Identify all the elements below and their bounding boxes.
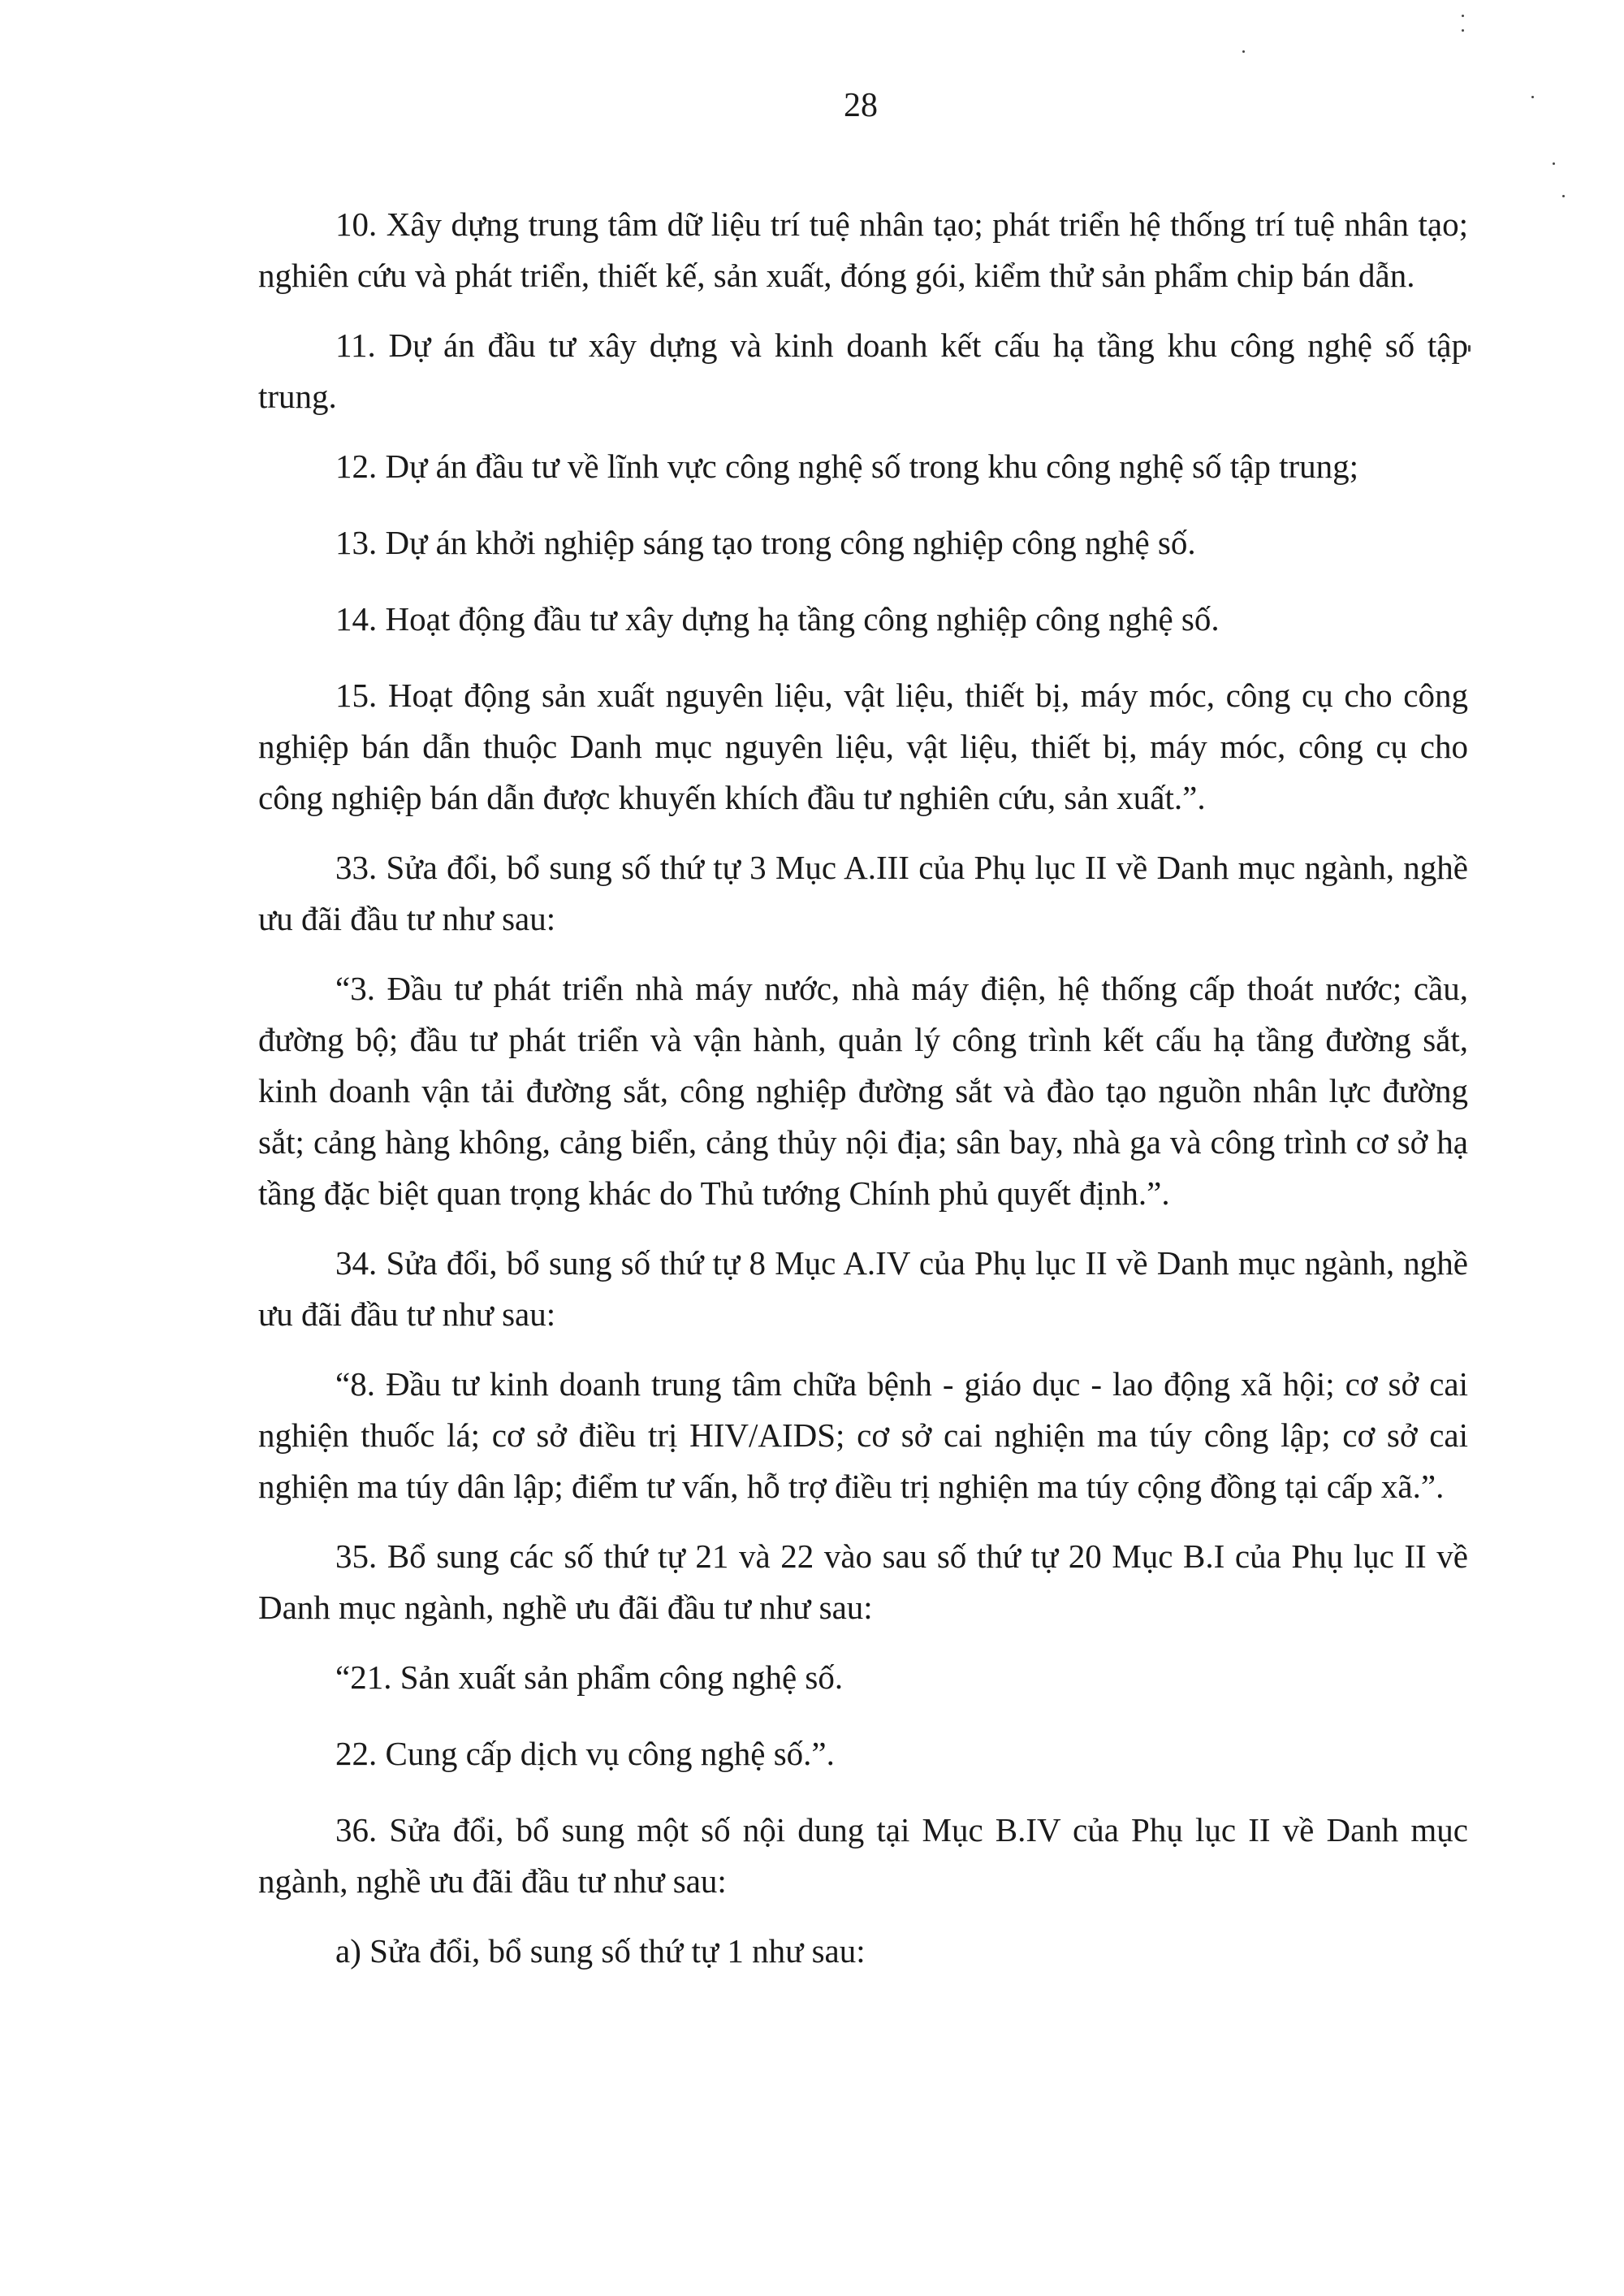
paragraph-item-12: 12. Dự án đầu tư về lĩnh vực công nghệ số trong khu công nghệ số tập trung;: [335, 448, 1359, 485]
paragraph-item-13: 13. Dự án khởi nghiệp sáng tạo trong công nghiệp công nghệ số.: [335, 524, 1196, 561]
paragraph-item-22: 22. Cung cấp dịch vụ công nghệ số.”.: [335, 1735, 835, 1772]
scan-speck: [1562, 195, 1565, 197]
paragraph-item-11: 11. Dự án đầu tư xây dựng và kinh doanh kết cấu hạ tầng khu công nghệ số tập trung.: [258, 326, 1468, 415]
scan-speck: [1531, 96, 1534, 98]
paragraph-section-33: 33. Sửa đổi, bổ sung số thứ tự 3 Mục A.III của Phụ lục II về Danh mục ngành, nghề ưu đãi đầu tư như sau:: [258, 849, 1468, 937]
paragraph-item-10: 10. Xây dựng trung tâm dữ liệu trí tuệ nhân tạo; phát triển hệ thống trí tuệ nhân tạo; nghiên cứu và phát triển, thiết kế, sản xuất, đóng gói, kiểm thử sản phẩm chip bán dẫn.: [258, 205, 1468, 294]
paragraph-quote-item-3: “3. Đầu tư phát triển nhà máy nước, nhà máy điện, hệ thống cấp thoát nước; cầu, đường bộ; đầu tư phát triển và vận hành, quản lý công trình kết cấu hạ tầng đường sắt, kinh doanh vận tải đường sắt, công nghiệp đường sắt và đào tạo nguồn nhân lực đường sắt; cảng hàng không, cảng biển, cảng thủy nội địa; sân bay, nhà ga và công trình cơ sở hạ tầng đặc biệt quan trọng khác do Thủ tướng Chính phủ quyết định.”.: [258, 970, 1468, 1212]
paragraph-item-15: 15. Hoạt động sản xuất nguyên liệu, vật liệu, thiết bị, máy móc, công cụ cho công nghiệp bán dẫn thuộc Danh mục nguyên liệu, vật liệu, thiết bị, máy móc, công cụ cho công nghiệp bán dẫn được khuyến khích đầu tư nghiên cứu, sản xuất.”.: [258, 677, 1468, 816]
scan-speck: [1553, 162, 1555, 165]
paragraph-section-36: 36. Sửa đổi, bổ sung một số nội dung tại Mục B.IV của Phụ lục II về Danh mục ngành, nghề ưu đãi đầu tư như sau:: [258, 1811, 1468, 1900]
scan-speck: [1468, 345, 1471, 352]
paragraph-subitem-a: a) Sửa đổi, bổ sung số thứ tự 1 như sau:: [335, 1932, 866, 1970]
scan-speck: [1462, 29, 1464, 32]
page-number: 28: [844, 87, 878, 124]
document-body: [258, 199, 1468, 1995]
paragraph-quote-item-21: “21. Sản xuất sản phẩm công nghệ số.: [335, 1658, 844, 1696]
paragraph-item-14: 14. Hoạt động đầu tư xây dựng hạ tầng công nghiệp công nghệ số.: [335, 600, 1220, 638]
scan-speck: [1462, 15, 1464, 17]
scan-speck: [1242, 50, 1245, 53]
paragraph-section-34: 34. Sửa đổi, bổ sung số thứ tự 8 Mục A.IV của Phụ lục II về Danh mục ngành, nghề ưu đãi đầu tư như sau:: [258, 1244, 1468, 1333]
paragraph-section-35: 35. Bổ sung các số thứ tự 21 và 22 vào sau số thứ tự 20 Mục B.I của Phụ lục II về Danh mục ngành, nghề ưu đãi đầu tư như sau:: [258, 1537, 1468, 1626]
paragraph-quote-item-8: “8. Đầu tư kinh doanh trung tâm chữa bệnh - giáo dục - lao động xã hội; cơ sở cai nghiện thuốc lá; cơ sở điều trị HIV/AIDS; cơ sở cai nghiện ma túy công lập; cơ sở cai nghiện ma túy dân lập; điểm tư vấn, hỗ trợ điều trị nghiện ma túy cộng đồng tại cấp xã.”.: [258, 1365, 1468, 1505]
